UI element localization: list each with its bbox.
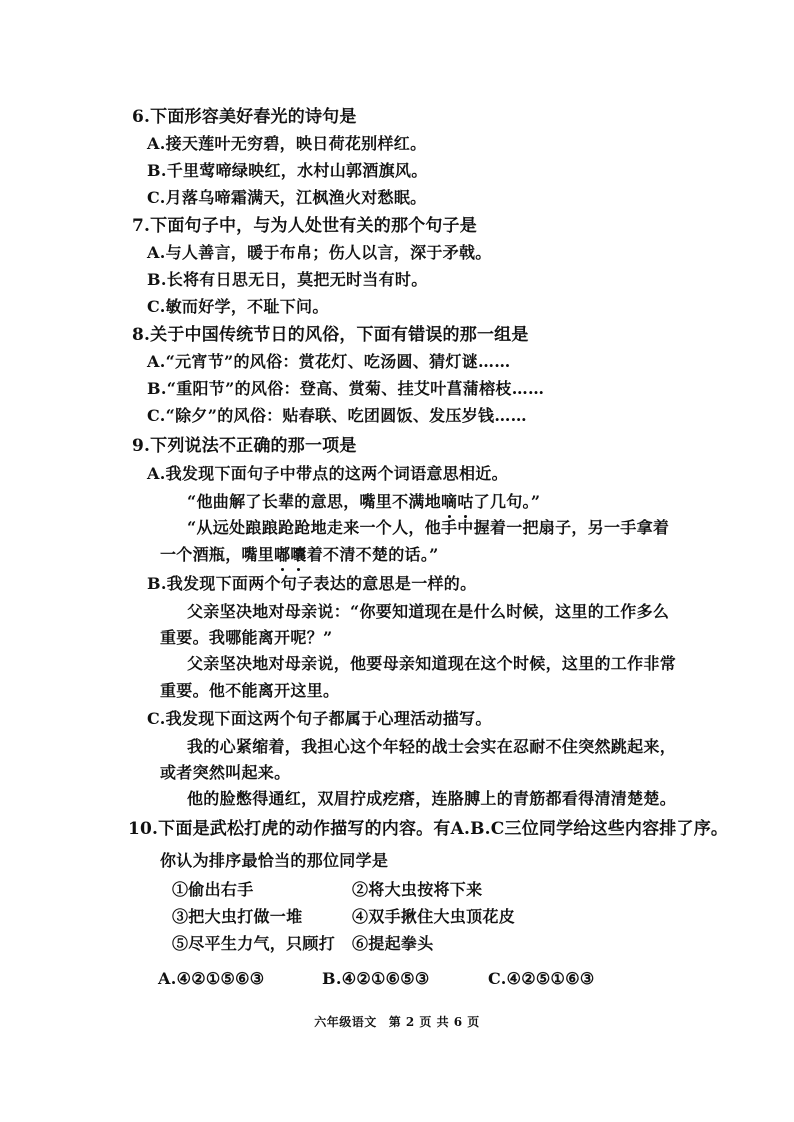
footer-page-number: 第 2 页 共 6 页 bbox=[388, 1015, 480, 1029]
q7-option-a: A.与人善言，暖于布帛；伤人以言，深于矛戟。 bbox=[147, 243, 492, 262]
q9-c-sentence-1-line-1: 我的心紧缩着，我担心这个年轻的战士会实在忍耐不住突然跳起来， bbox=[187, 737, 677, 756]
dotted-char: 咕 bbox=[457, 492, 474, 511]
q9-a-s1-pre: “他曲解了长辈的意思，嘴里不满地 bbox=[187, 492, 442, 511]
q6-option-b: B.千里莺啼绿映红，水村山郭酒旗风。 bbox=[147, 161, 428, 180]
q9-a-sentence-2-line-2 bbox=[160, 544, 439, 566]
q7-option-c: C.敏而好学，不耻下问。 bbox=[147, 297, 329, 316]
q10-item-2: ②将大虫按将下来 bbox=[352, 880, 483, 899]
q6-option-c: C.月落乌啼霜满天，江枫渔火对愁眠。 bbox=[147, 188, 427, 207]
q9-a-s2-pre: 一个酒瓶，嘴里 bbox=[160, 545, 275, 564]
q10-option-c: C.④②⑤①⑥③ bbox=[488, 969, 595, 988]
q10-option-b: B.④②①⑥⑤③ bbox=[322, 969, 430, 988]
q9-option-b-label: B.我发现下面两个句子表达的意思是一样的。 bbox=[147, 574, 477, 593]
q9-option-c-label: C.我发现下面这两个句子都属于心理活动描写。 bbox=[147, 709, 492, 728]
q9-option-a-label: A.我发现下面句子中带点的这两个词语意思相近。 bbox=[147, 464, 508, 483]
q10-stem-line-2: 你认为排序最恰当的那位同学是 bbox=[160, 851, 389, 870]
q9-stem: 9.下列说法不正确的那一项是 bbox=[132, 436, 357, 456]
q10-item-1: ①偷出右手 bbox=[172, 880, 254, 899]
q9-c-sentence-1-line-2: 或者突然叫起来。 bbox=[160, 763, 291, 782]
dotted-char: 嘀 bbox=[441, 492, 458, 511]
q9-a-sentence-1 bbox=[187, 491, 540, 513]
q6-stem: 6.下面形容美好春光的诗句是 bbox=[132, 107, 357, 127]
q10-item-6: ⑥提起拳头 bbox=[352, 934, 434, 953]
q10-item-5: ⑤尽平生力气，只顾打 bbox=[172, 934, 336, 953]
q10-item-3: ③把大虫打做一堆 bbox=[172, 907, 303, 926]
q8-option-b: B.“重阳节”的风俗：登高、赏菊、挂艾叶菖蒲榕枝…… bbox=[147, 379, 545, 398]
q10-stem-line-1: 10.下面是武松打虎的动作描写的内容。有A.B.C三位同学给这些内容排了序。 bbox=[128, 819, 729, 839]
dotted-char: 囔 bbox=[290, 545, 307, 564]
q10-option-a: A.④②①⑤⑥③ bbox=[158, 969, 265, 988]
q9-b-sentence-1-line-1: 父亲坚决地对母亲说：“你要知道现在是什么时候，这里的工作多么 bbox=[187, 602, 670, 621]
q6-option-a: A.接天莲叶无穷碧，映日荷花别样红。 bbox=[147, 134, 427, 153]
q9-b-sentence-1-line-2: 重要。我哪能离开呢？” bbox=[160, 628, 333, 647]
q7-option-b: B.长将有日思无日，莫把无时当有时。 bbox=[147, 270, 428, 289]
q9-a-sentence-2-line-1: “从远处踉踉跄跄地走来一个人，他手中握着一把扇子，另一手拿着 bbox=[187, 518, 670, 537]
q7-stem: 7.下面句子中，与为人处世有关的那个句子是 bbox=[132, 216, 477, 236]
dotted-char: 嘟 bbox=[274, 545, 291, 564]
q9-c-sentence-2: 他的脸憋得通红，双眉拧成疙瘩，连胳膊上的青筋都看得清清楚楚。 bbox=[187, 789, 677, 808]
q9-b-sentence-2-line-2: 重要。他不能离开这里。 bbox=[160, 681, 340, 700]
footer-subject: 六年级语文 bbox=[314, 1015, 377, 1029]
q8-option-a: A.“元宵节”的风俗：赏花灯、吃汤圆、猜灯谜…… bbox=[147, 352, 511, 371]
q8-option-c: C.“除夕”的风俗：贴春联、吃团圆饭、发压岁钱…… bbox=[147, 406, 527, 425]
q9-b-sentence-2-line-1: 父亲坚决地对母亲说，他要母亲知道现在这个时候，这里的工作非常 bbox=[187, 654, 677, 673]
q10-item-4: ④双手揪住大虫顶花皮 bbox=[352, 907, 516, 926]
q9-a-s1-post: 了几句。” bbox=[473, 492, 541, 511]
page-footer bbox=[0, 1013, 794, 1030]
q8-stem: 8.关于中国传统节日的风俗，下面有错误的那一组是 bbox=[132, 325, 529, 345]
q9-a-s2-post: 着不清不楚的话。” bbox=[306, 545, 439, 564]
